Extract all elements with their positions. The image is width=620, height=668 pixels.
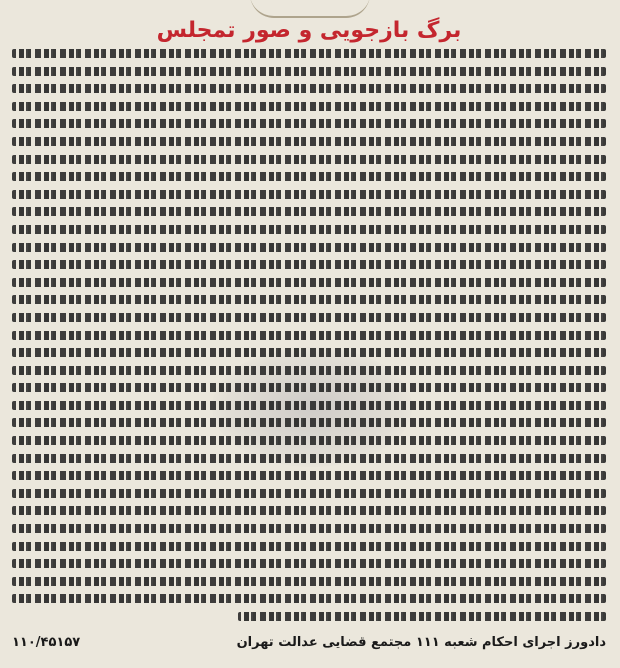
body-line: [12, 243, 606, 252]
document-footer: [12, 629, 606, 655]
body-line: [12, 559, 606, 568]
footer-code: ۱۱۰/۴۵۱۵۷: [12, 634, 81, 650]
body-line: [12, 278, 606, 287]
body-line: [12, 137, 606, 146]
body-line: [12, 524, 606, 533]
body-line: [12, 190, 606, 199]
body-line: [12, 418, 606, 427]
body-line: [12, 577, 606, 586]
body-line: [12, 348, 606, 357]
body-line: [12, 331, 606, 340]
body-line: [12, 542, 606, 551]
body-line: [12, 102, 606, 111]
body-line: [12, 454, 606, 463]
body-line: [12, 366, 606, 375]
body-line: [12, 84, 606, 93]
body-line: [12, 489, 606, 498]
document-title: برگ بازجویی و صور تمجلس: [156, 18, 462, 43]
document-body: [12, 47, 606, 623]
body-line: [12, 172, 606, 181]
body-line: [12, 471, 606, 480]
body-line: [12, 119, 606, 128]
body-line: [12, 313, 606, 322]
stamp-mark: [250, 0, 370, 18]
body-line: [12, 383, 606, 392]
body-line: [12, 67, 606, 76]
footer-signature: دادورز اجرای احکام شعبه ۱۱۱ مجتمع قضایی عدالت تهران: [236, 634, 606, 650]
body-line: [12, 225, 606, 234]
body-line: [12, 295, 606, 304]
body-line: [12, 594, 606, 603]
body-line: [12, 401, 606, 410]
body-line: [12, 155, 606, 164]
body-line: [12, 207, 606, 216]
body-line: [12, 260, 606, 269]
body-line: [238, 612, 606, 621]
body-line: [12, 506, 606, 515]
body-line: [12, 49, 606, 58]
body-line: [12, 436, 606, 445]
